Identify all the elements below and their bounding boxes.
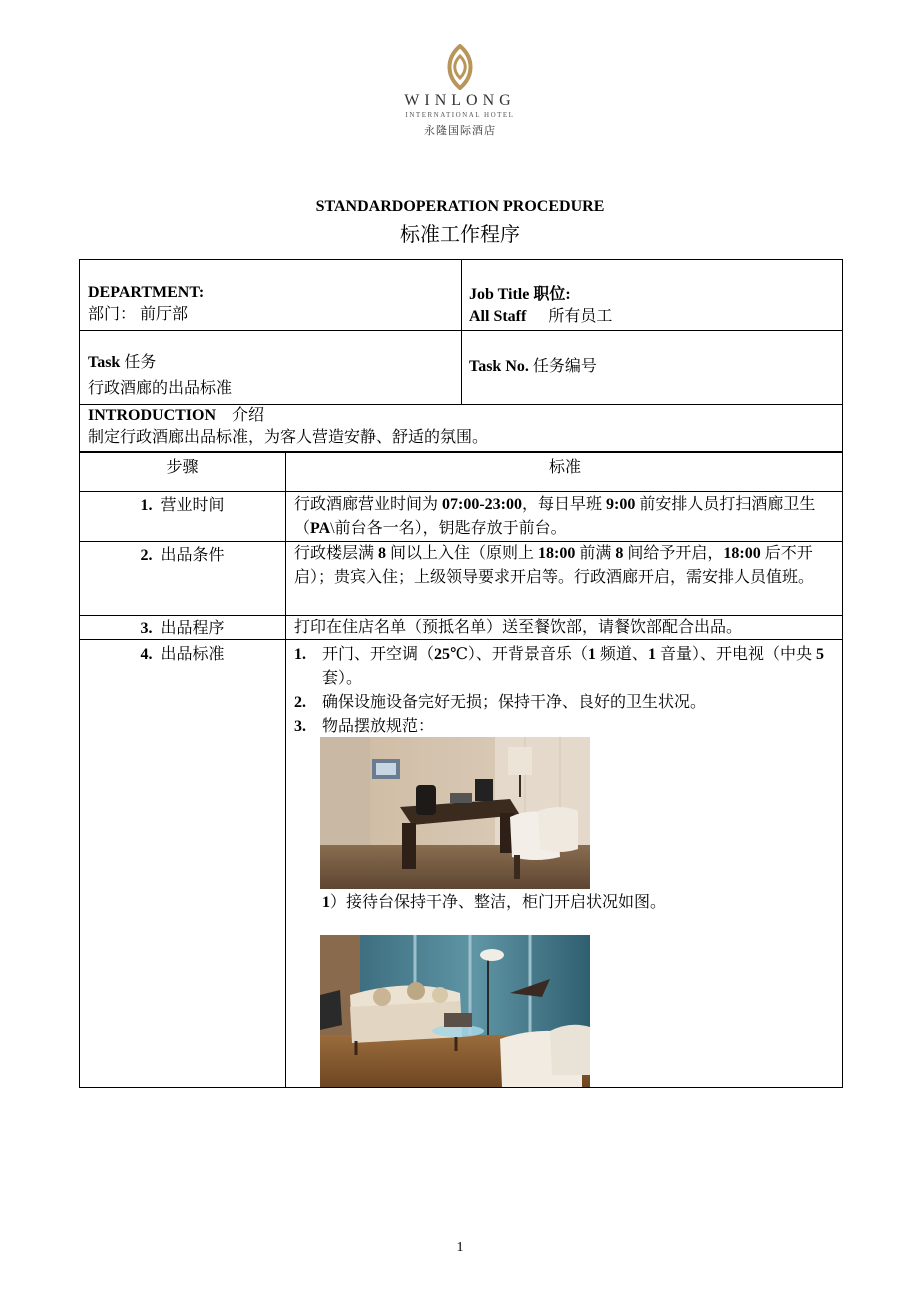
step-3-number: 3 (140, 620, 149, 637)
job-title-value-en: All Staff (469, 308, 527, 325)
winlong-emblem-icon (442, 44, 478, 90)
introduction-label-cn: 介绍 (232, 407, 265, 424)
task-value: 行政酒廊的出品标准 (88, 380, 233, 397)
standard-2: 行政楼层满 8 间以上入住（原则上 18:00 前满 8 间给予开启，18:00 后不开启）；贵宾入住；上级领导要求开启等。行政酒廊开启，需安排人员值班。 (294, 545, 815, 586)
task-cell (88, 350, 232, 402)
standard-1: 行政酒廊营业时间为 07:00-23:00，每日早班 9:00 前安排人员打扫酒廊卫生（PA\前台各一名），钥匙存放于前台。 (294, 496, 816, 537)
standard-4-item-1: 1. 开门、开空调（25℃）、开背景音乐（1 频道、1 音量）、开电视（中央 5 套）。 (294, 646, 824, 687)
task-label-en: Task (88, 354, 121, 371)
reception-desk-photo (320, 737, 590, 889)
step-1-label: 营业时间 (160, 497, 225, 514)
task-no-label-en: Task No. (469, 358, 529, 375)
step-1: 1. 营业时间 (140, 497, 225, 514)
header-info-table (79, 259, 843, 452)
step-3-label: 出品程序 (160, 620, 225, 637)
introduction-cell (88, 405, 488, 449)
page-number: 1 (456, 1240, 464, 1255)
introduction-label-en: INTRODUCTION (88, 407, 217, 424)
step-3: 3. 出品程序 (140, 620, 225, 637)
lounge-sofa-photo (320, 935, 590, 1087)
introduction-text: 制定行政酒廊出品标准，为客人营造安静、舒适的氛围。 (88, 429, 489, 446)
brand-name: WINLONG (404, 92, 516, 109)
brand-chinese: 永隆国际酒店 (424, 125, 496, 137)
job-title-value-cn: 所有员工 (548, 308, 613, 325)
task-no-label-cn: 任务编号 (528, 358, 597, 375)
step-2-number: 2 (140, 547, 149, 564)
standard-4 (294, 643, 834, 739)
step-2-label: 出品条件 (160, 547, 225, 564)
task-label-cn: 任务 (120, 354, 157, 371)
document-title: STANDARDOPERATION PROCEDURE (315, 198, 605, 215)
standard-4-item-3: 3. 物品摆放规范： (294, 718, 435, 735)
job-title-label: Job Title 职位: (469, 286, 571, 303)
step-2: 2. 出品条件 (140, 547, 225, 564)
standard-4-item-2: 2. 确保设施设备完好无损；保持干净、良好的卫生状况。 (294, 694, 707, 711)
column-header-steps: 步骤 (166, 459, 199, 476)
step-1-number: 1 (140, 497, 149, 514)
standard-3: 打印在住店名单（预抵名单）送至餐饮部，请餐饮部配合出品。 (294, 619, 743, 636)
photo-caption-1: 1）接待台保持干净、整洁，柜门开启状况如图。 (322, 894, 667, 911)
document-title-cn: 标准工作程序 (400, 224, 520, 246)
hotel-logo (0, 44, 920, 138)
step-4-number: 4 (140, 646, 149, 663)
brand-subtitle: INTERNATIONAL HOTEL (405, 111, 515, 119)
column-header-standard: 标准 (548, 459, 581, 476)
step-4: 4. 出品标准 (140, 646, 225, 663)
department-label: DEPARTMENT: (88, 284, 205, 301)
step-4-label: 出品标准 (160, 646, 225, 663)
job-title-cell (469, 284, 612, 328)
department-cell (88, 282, 204, 326)
department-value: 部门： 前厅部 (88, 306, 189, 323)
task-no-cell (469, 356, 597, 378)
